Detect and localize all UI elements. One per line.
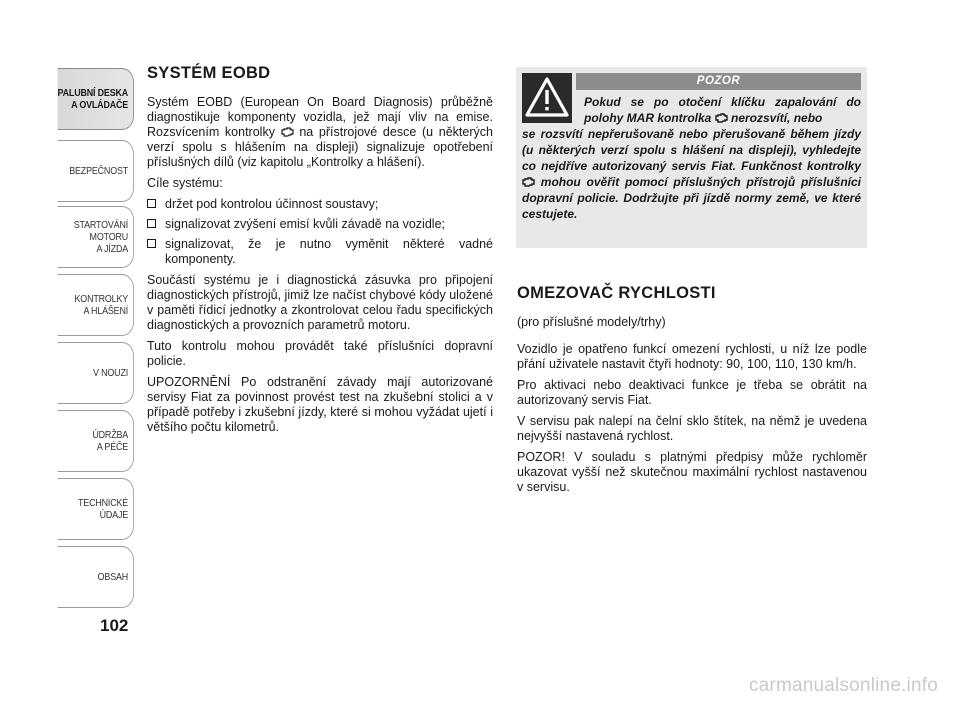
tab-label: TECHNICKÉ ÚDAJE xyxy=(78,497,129,521)
tab-label: PALUBNÍ DESKA A OVLÁDAČE xyxy=(57,87,129,111)
eobd-goals-list xyxy=(147,197,493,267)
speed-limiter-para3: V servisu pak nalepí na čelní sklo štítek, na němž je uvedena nejvyšší nastavená rychlost. xyxy=(517,414,867,443)
list-item xyxy=(147,197,493,212)
list-item xyxy=(147,217,493,232)
engine-check-icon xyxy=(715,112,728,124)
page-number: 102 xyxy=(100,616,129,635)
eobd-intro-a: Systém EOBD (European On Board Diagnosis) průběžně diagnostikuje komponenty vozidla, jež mají vliv na emise. Rozsvícením kontrolky xyxy=(147,95,493,139)
checkbox-bullet-icon xyxy=(147,239,156,248)
speed-limiter-section xyxy=(517,286,867,501)
eobd-section xyxy=(147,66,493,441)
list-item xyxy=(147,237,493,267)
eobd-police-paragraph: Tuto kontrolu mohou provádět také příslušníci dopravní policie. xyxy=(147,339,493,368)
eobd-notice-paragraph: UPOZORNĚNÍ Po odstranění závady mají autorizované servisy Fiat za povinnost provést test na zkušební stolici a v případě potřeby i zkušební jízdy, které si mohou vyžádat ujetí i většího počtu kilometrů. xyxy=(147,375,493,434)
warning-text xyxy=(522,94,861,222)
tab-obsah[interactable] xyxy=(58,546,135,608)
tab-technicke[interactable] xyxy=(58,478,135,540)
tab-startovani[interactable] xyxy=(58,206,135,268)
tab-label: ÚDRŽBA A PÉČE xyxy=(92,429,129,453)
eobd-socket-paragraph: Součástí systému je i diagnostická zásuvka pro připojení diagnostických přístrojů, jimiž lze načíst chybové kódy uložené v paměti řídicí jednotky a zkontrolovat celou řadu specifických diagnostických a provozních parametrů motoru. xyxy=(147,273,493,332)
list-item-text: signalizovat, že je nutno vyměnit některé vadné komponenty. xyxy=(165,237,493,266)
warning-line1-a: Pokud se po otočení klíčku zapalování do polohy MAR kontrolka xyxy=(584,95,861,125)
tab-palubni-deska[interactable] xyxy=(58,68,135,130)
tab-label: OBSAH xyxy=(97,571,129,583)
eobd-goals-heading: Cíle systému: xyxy=(147,176,223,190)
speed-limiter-subtitle: (pro příslušné modely/trhy) xyxy=(517,315,666,329)
tab-label: KONTROLKY A HLÁŠENÍ xyxy=(74,293,129,317)
warning-body-b: mohou ověřit pomocí příslušných přístrojů příslušníci dopravní policie. Dodržujte při jízdě normy země, ve které cestujete. xyxy=(522,175,861,221)
eobd-intro xyxy=(147,95,493,170)
watermark: carmanualsonline.info xyxy=(748,675,938,696)
warning-box xyxy=(516,67,867,248)
speed-limiter-para2: Pro aktivaci nebo deaktivaci funkce je třeba se obrátit na autorizovaný servis Fiat. xyxy=(517,378,867,407)
list-item-text: držet pod kontrolou účinnost soustavy; xyxy=(165,197,379,211)
tab-label: STARTOVÁNÍ MOTORU A JÍZDA xyxy=(73,219,129,255)
speed-limiter-title: OMEZOVAČ RYCHLOSTI xyxy=(517,284,716,302)
tab-kontrolky[interactable] xyxy=(58,274,135,336)
tab-v-nouzi[interactable] xyxy=(58,342,135,404)
checkbox-bullet-icon xyxy=(147,219,156,228)
engine-check-icon xyxy=(281,126,294,138)
list-item-text: signalizovat zvýšení emisí kvůli závadě na vozidle; xyxy=(165,217,445,231)
tab-label: BEZPEČNOST xyxy=(69,165,129,177)
tab-bezpecnost[interactable] xyxy=(58,140,135,202)
tab-label: V NOUZI xyxy=(93,367,129,379)
tab-udrzba[interactable] xyxy=(58,410,135,472)
warning-line1-b: nerozsvítí, nebo xyxy=(727,111,823,125)
warning-header: POZOR xyxy=(576,73,861,90)
speed-limiter-para4: POZOR! V souladu s platnými předpisy může rychloměr ukazovat vyšší než skutečnou maximální rychlost nastavenou v servisu. xyxy=(517,450,867,494)
checkbox-bullet-icon xyxy=(147,199,156,208)
eobd-intro-b: na přístrojové desce (u některých verzí spolu s hlášením na displeji) signalizuje opotřebení příslušných dílů (viz kapitolu „Kontrolky a hlášení). xyxy=(147,125,493,169)
eobd-title: SYSTÉM EOBD xyxy=(147,64,271,82)
warning-line1 xyxy=(522,94,861,126)
speed-limiter-para1: Vozidlo je opatřeno funkcí omezení rychlosti, u níž lze podle přání uživatele nastavit čtyři hodnoty: 90, 100, 110, 130 km/h. xyxy=(517,342,867,371)
warning-body-a: se rozsvítí nepřerušovaně nebo přerušovaně během jízdy (u některých verzí spolu s hlášení na displeji), vyhledejte co nejdříve autorizovaný servis Fiat. Funkčnost kontrolky xyxy=(522,127,861,173)
engine-check-icon xyxy=(522,176,535,188)
